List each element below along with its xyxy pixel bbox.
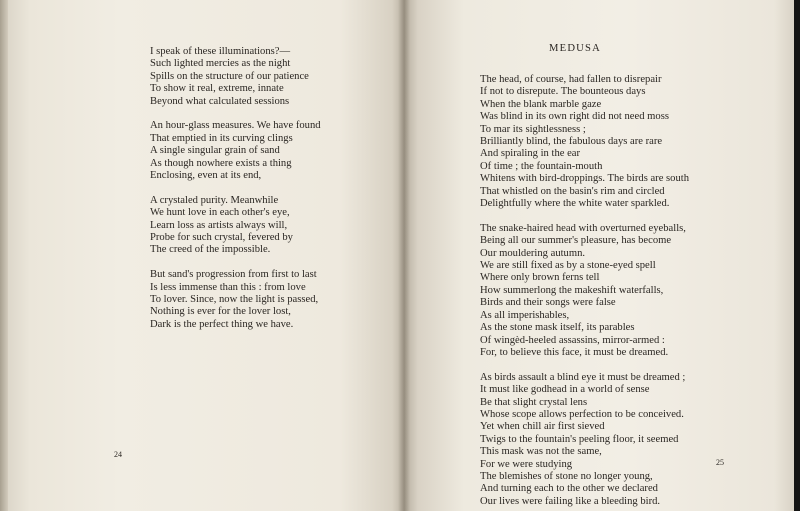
- stanza: [480, 372, 689, 508]
- book-gutter: [398, 0, 410, 511]
- poem-line: Delightfully where the white water sparkled.: [480, 198, 670, 210]
- poem-line: When the blank marble gaze: [480, 98, 602, 110]
- poem-line: As the stone mask itself, its parables: [480, 322, 635, 334]
- poem-line: Learn loss as artists always will,: [150, 219, 288, 231]
- stanza: [480, 223, 689, 359]
- stanza: [480, 74, 689, 210]
- poem-line: I speak of these illuminations?—: [150, 46, 291, 57]
- poem-line: Being all our summer's pleasure, has become: [480, 235, 672, 247]
- poem-title: MEDUSA: [549, 43, 601, 54]
- poem-line: But sand's progression from first to last: [150, 269, 317, 281]
- poem-line: And spiraling in the ear: [480, 148, 581, 160]
- poem-line: We hunt love in each other's eye,: [150, 207, 290, 219]
- poem-line: As though nowhere exists a thing: [150, 157, 292, 169]
- stanza: [150, 195, 321, 257]
- poem-line: Whose scope allows perfection to be conceived.: [480, 408, 684, 420]
- poem-line: The head, of course, had fallen to disrepair: [480, 74, 662, 85]
- stanza: [150, 120, 321, 182]
- poem-line: Whitens with bird-droppings. The birds are south: [480, 173, 689, 185]
- poem-line: Be that slight crystal lens: [480, 396, 588, 408]
- poem-line: Spills on the structure of our patience: [150, 70, 309, 82]
- poem-line: Enclosing, even at its end,: [150, 170, 262, 182]
- page-number-right: 25: [716, 458, 724, 467]
- poem-line: Is less immense than this : from love: [150, 281, 306, 293]
- poem-line: Our lives were failing like a bleeding bird.: [480, 495, 661, 507]
- poem-line: Was blind in its own right did not need moss: [480, 111, 669, 123]
- poem-line: The blemishes of stone no longer young,: [480, 470, 653, 482]
- left-poem: [150, 46, 321, 331]
- poem-line: How summerlong the makeshift waterfalls,: [480, 284, 664, 296]
- background-edge: [794, 0, 800, 511]
- poem-line: Dark is the perfect thing we have.: [150, 318, 294, 330]
- poem-line: For we were studying: [480, 458, 573, 470]
- poem-line: And turning each to the other we declared: [480, 483, 658, 495]
- poem-line: A single singular grain of sand: [150, 145, 280, 157]
- poem-line: Where only brown ferns tell: [480, 272, 600, 284]
- poem-line: For, to believe this face, it must be dreamed.: [480, 346, 669, 358]
- poem-line: To lover. Since, now the light is passed,: [150, 294, 319, 306]
- poem-line: The snake-haired head with overturned eyeballs,: [480, 222, 686, 234]
- poem-line: An hour-glass measures. We have found: [150, 120, 321, 132]
- poem-line: Nothing is ever for the lover lost,: [150, 306, 291, 318]
- poem-line: Our mouldering autumn.: [480, 247, 586, 259]
- page-edge: [0, 0, 8, 511]
- poem-line: To show it real, extreme, innate: [150, 83, 284, 95]
- stanza: [150, 269, 321, 331]
- poem-line: That whistled on the basin's rim and circled: [480, 185, 665, 197]
- stanza: [150, 46, 321, 108]
- right-poem: [480, 74, 689, 508]
- poem-line: Brilliantly blind, the fabulous days are rare: [480, 136, 663, 148]
- poem-line: Yet when chill air first sieved: [480, 421, 605, 433]
- poem-line: We are still fixed as by a stone-eyed spell: [480, 260, 656, 272]
- page-number-left: 24: [114, 450, 122, 459]
- poem-line: Of wingèd-heeled assassins, mirror-armed :: [480, 334, 665, 346]
- poem-line: As birds assault a blind eye it must be dreamed ;: [480, 371, 686, 383]
- poem-line: Of time ; the fountain-mouth: [480, 160, 603, 172]
- poem-line: To mar its sightlessness ;: [480, 123, 586, 135]
- poem-line: Probe for such crystal, fevered by: [150, 232, 293, 244]
- poem-line: If not to disrepute. The bounteous days: [480, 86, 646, 98]
- poem-line: It must like godhead in a world of sense: [480, 384, 650, 396]
- poem-line: Beyond what calculated sessions: [150, 95, 290, 107]
- poem-line: Such lighted mercies as the night: [150, 58, 291, 70]
- poem-line: As all imperishables,: [480, 309, 570, 321]
- poem-line: A crystaled purity. Meanwhile: [150, 194, 279, 206]
- poem-line: Twigs to the fountain's peeling floor, it seemed: [480, 433, 679, 445]
- poem-line: This mask was not the same,: [480, 446, 602, 458]
- poem-line: That emptied in its curving clings: [150, 132, 293, 144]
- poem-line: The creed of the impossible.: [150, 244, 271, 256]
- poem-line: Birds and their songs were false: [480, 297, 616, 309]
